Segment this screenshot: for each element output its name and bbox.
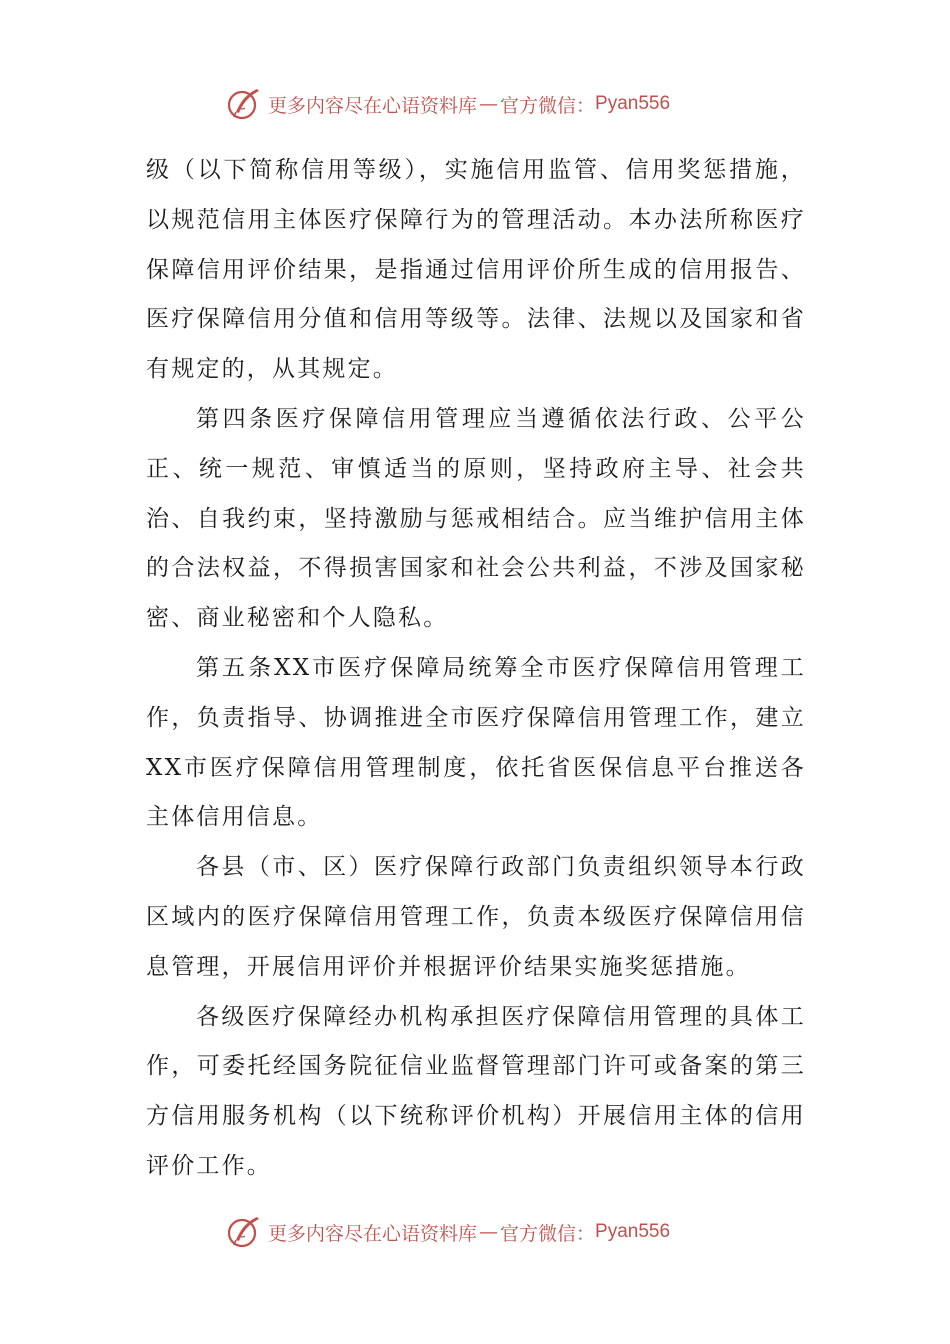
quill-logo-icon — [226, 1214, 262, 1250]
paragraph-1: 级（以下简称信用等级），实施信用监管、信用奖惩措施，以规范信用主体医疗保障行为的管理活动。本办法所称医疗保障信用评价结果，是指通过信用评价所生成的信用报告、医疗保障信用分值和信用等级等。法律、法规以及国家和省有规定的，从其规定。 — [146, 157, 806, 383]
paragraph-agencies: 各级医疗保障经办机构承担医疗保障信用管理的具体工作，可委托经国务院征信业监督管理部门许可或备案的第三方信用服务机构（以下统称评价机构）开展信用主体的信用评价工作。 — [146, 1003, 806, 1179]
banner-dash: — — [479, 1221, 499, 1243]
quill-logo-icon — [226, 86, 262, 122]
paragraph-article-5: 第五条XX市医疗保障局统筹全市医疗保障信用管理工作，负责指导、协调推进全市医疗保障信用管理工作，建立XX市医疗保障信用管理制度，依托省医保信息平台推送各主体信用信息。 — [146, 654, 806, 831]
banner-wechat-id: Pyan556 — [595, 1221, 671, 1242]
banner-dash: — — [479, 93, 499, 115]
document-body — [146, 146, 806, 1192]
footer-banner — [226, 1212, 670, 1252]
paragraph-article-4: 第四条医疗保障信用管理应当遵循依法行政、公平公正、统一规范、审慎适当的原则，坚持政府主导、社会共治、自我约束，坚持激励与惩戒相结合。应当维护信用主体的合法权益，不得损害国家和社会公共利益，不涉及国家秘密、商业秘密和个人隐私。 — [146, 405, 806, 632]
banner-wechat-label: 官方微信： — [500, 94, 596, 117]
paragraph-county-departments: 各县（市、区）医疗保障行政部门负责组织领导本行政区域内的医疗保障信用管理工作，负责本级医疗保障信用信息管理，开展信用评价并根据评价结果实施奖惩措施。 — [146, 854, 806, 980]
banner-wechat-label: 官方微信： — [500, 1222, 596, 1245]
banner-wechat-id: Pyan556 — [595, 93, 671, 114]
header-banner — [226, 84, 670, 124]
banner-site-text: 更多内容尽在心语资料库 — [268, 1222, 478, 1245]
banner-site-text: 更多内容尽在心语资料库 — [268, 94, 478, 117]
